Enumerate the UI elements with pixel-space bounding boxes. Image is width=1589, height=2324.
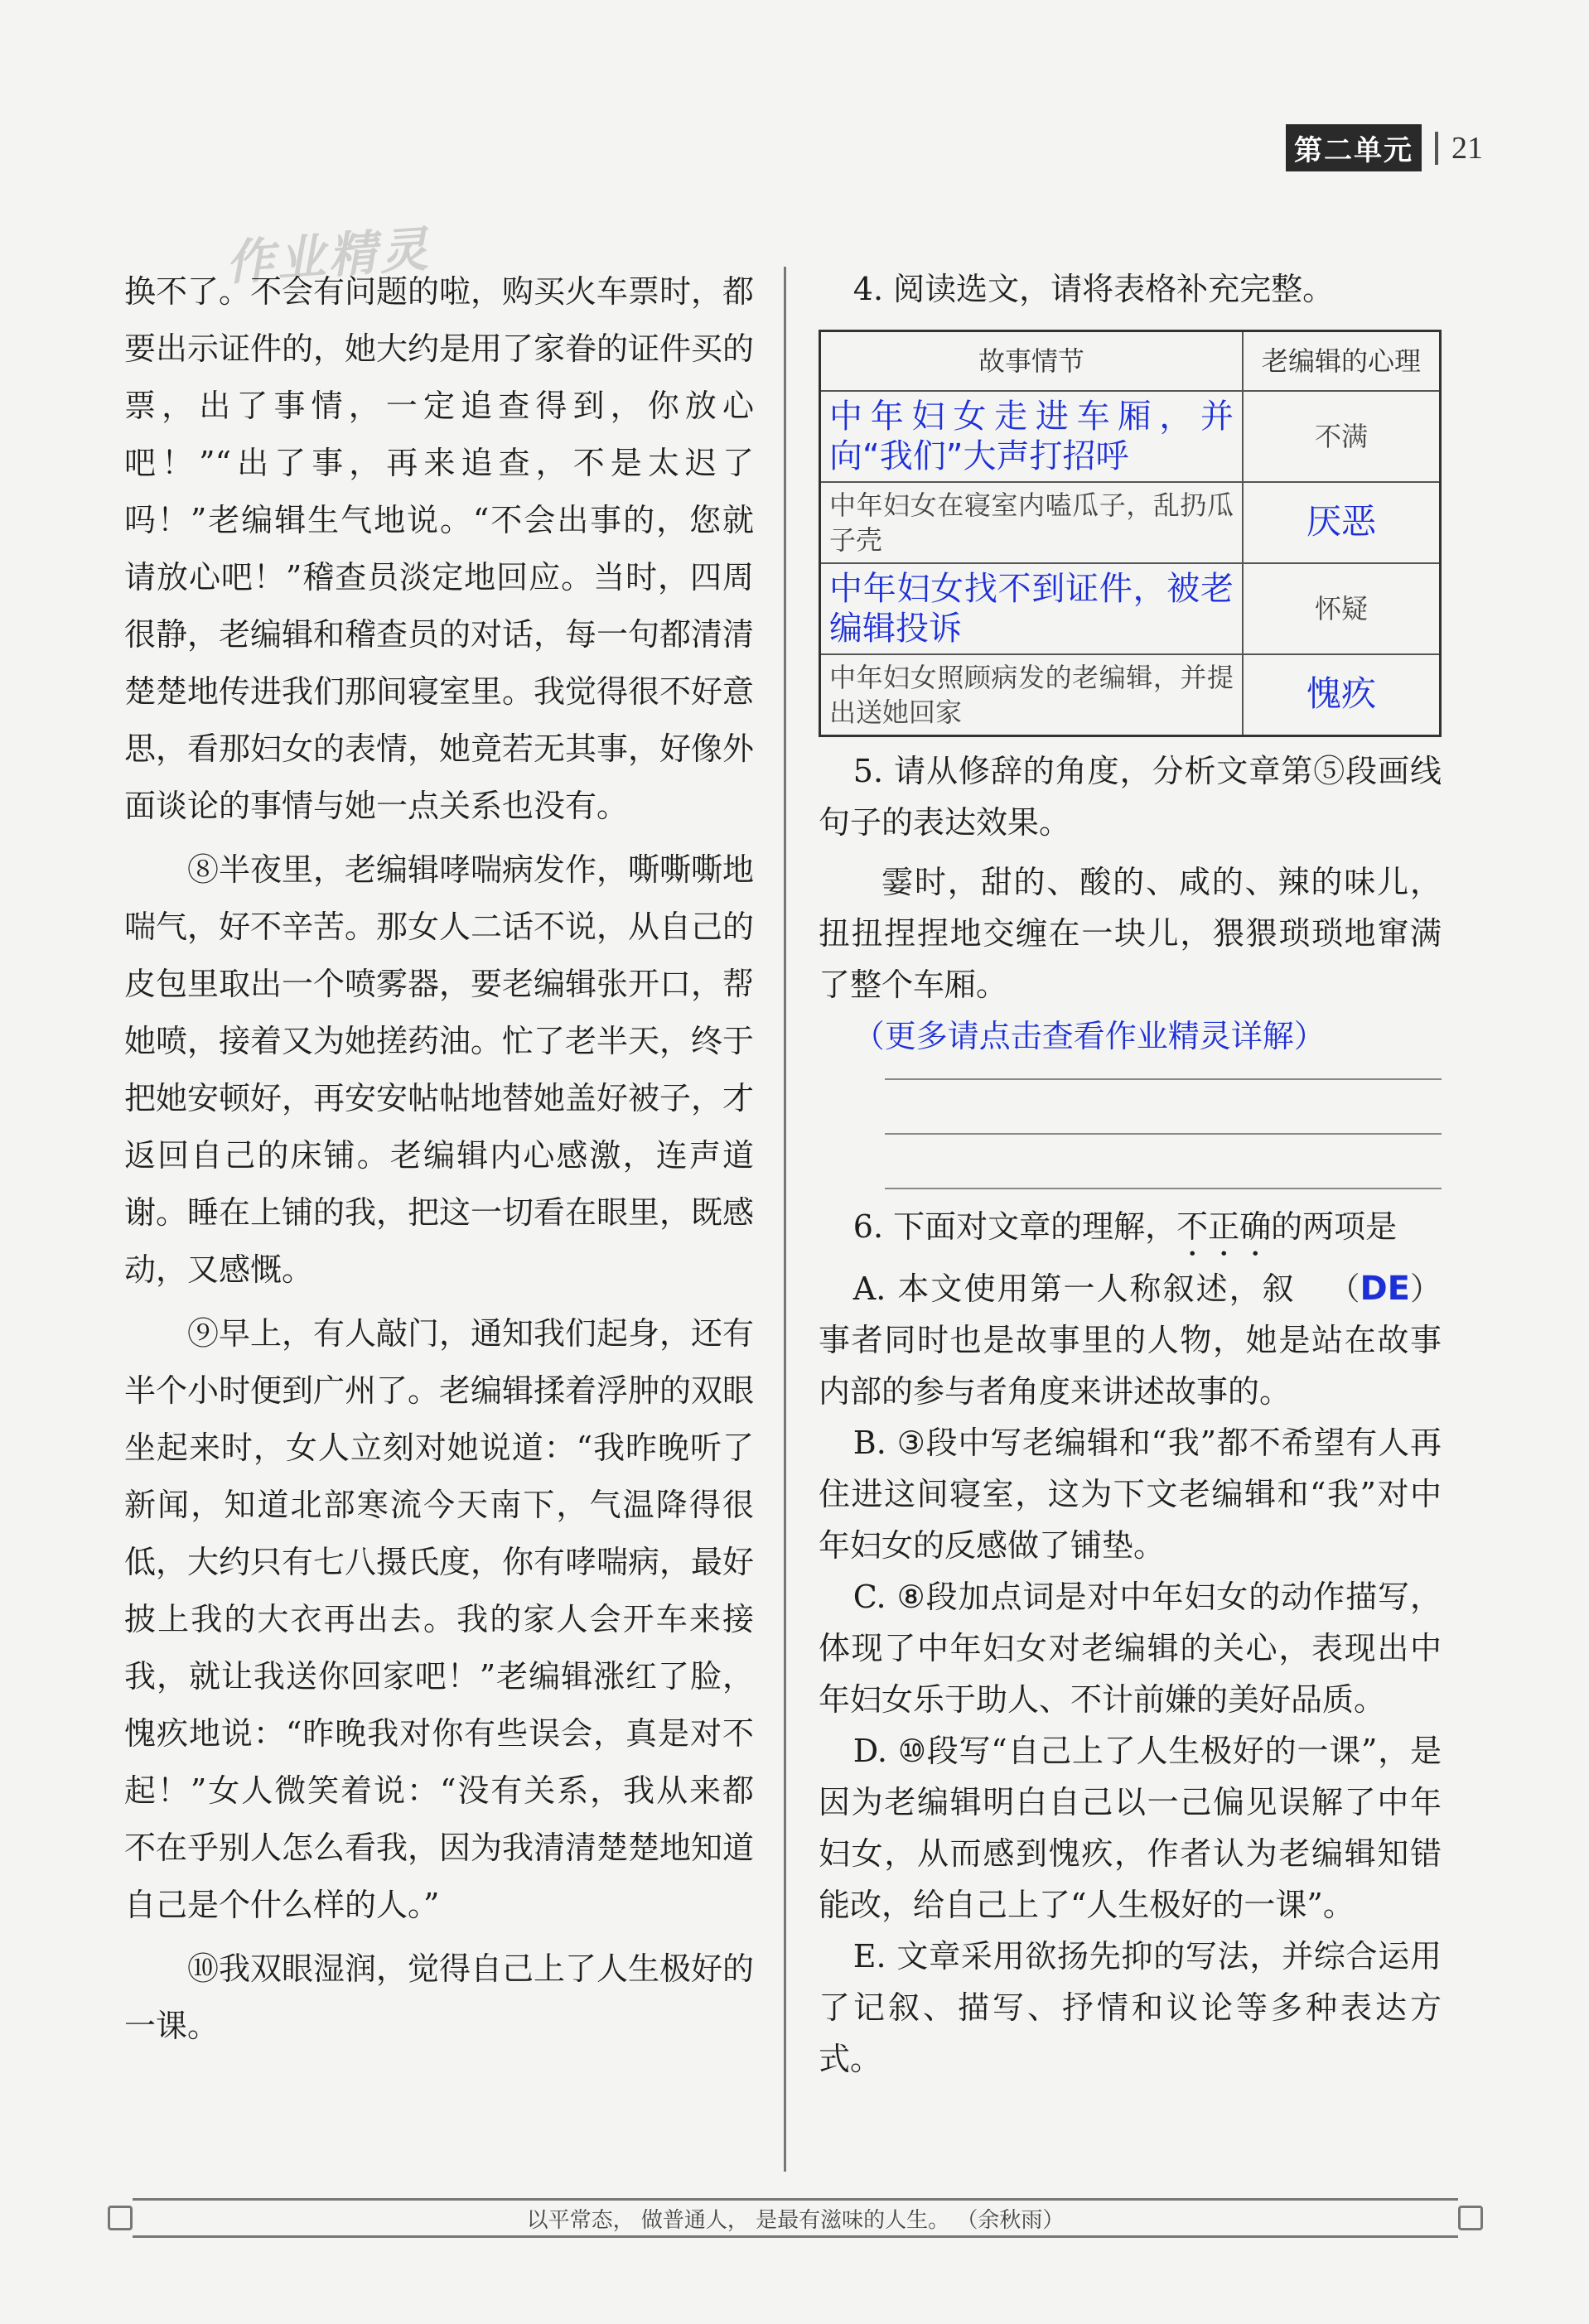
plot-cell <box>820 563 1244 654</box>
q6-answer-paren <box>1294 1263 1442 1314</box>
answer-detail-link[interactable]: （更多请点击查看作业精灵详解） <box>852 1018 1326 1054</box>
page-header <box>1286 124 1483 171</box>
header-mood: 老编辑的心理 <box>1243 331 1441 392</box>
footer-quote: 以平常态， 做普通人， 是最有滋味的人生。 （余秋雨） <box>526 2207 1065 2233</box>
watermark-logo: 作业精灵 <box>224 220 433 292</box>
footer-banner <box>133 2198 1458 2238</box>
mood-printed: 不满 <box>1314 421 1368 452</box>
q6-handwritten-answer: DE <box>1360 1270 1410 1308</box>
header-divider <box>1435 132 1438 165</box>
mood-cell <box>1243 482 1441 563</box>
plot-cell <box>820 482 1244 563</box>
q6-option-d: D. ⑩段写“自己上了人生极好的一课”，是因为老编辑明白自己以一己偏见误解了中年妇女，从而感到愧疚，作者认为老编辑知错能改，给自己上了“人生极好的一课”。 <box>819 1733 1442 1923</box>
paragraph-10: ⑩我双眼湿润，觉得自己上了人生极好的一课。 <box>124 1950 755 2044</box>
q4-prompt: 4. 阅读选文，请将表格补充完整。 <box>852 271 1335 307</box>
q6-option-c: C. ⑧段加点词是对中年妇女的动作描写，体现了中年妇女对老编辑的关心，表现出中年妇女乐于助人、不计前嫌的美好品质。 <box>819 1579 1442 1718</box>
left-column <box>124 263 754 2055</box>
q6-prompt-end: 的两项是 <box>1271 1208 1398 1245</box>
mood-printed: 怀疑 <box>1314 593 1368 624</box>
story-table <box>819 330 1442 737</box>
q5-prompt: 5. 请从修辞的角度，分析文章第⑤段画线句子的表达效果。 <box>819 753 1442 841</box>
table-row <box>820 654 1441 736</box>
mood-cell <box>1243 654 1441 736</box>
handwritten-plot: 中年妇女找不到证件，被老编辑投诉 <box>829 570 1234 648</box>
plot-printed: 中年妇女在寝室内嗑瓜子，乱扔瓜子壳 <box>829 489 1234 556</box>
handwritten-plot: 中年妇女走进车厢，并向“我们”大声打招呼 <box>829 398 1234 475</box>
answer-line <box>885 1135 1442 1189</box>
q6-prompt-emphasis: 不正确 <box>1176 1208 1272 1245</box>
table-row <box>820 482 1441 563</box>
right-column <box>819 263 1442 2085</box>
q6-option-e: E. 文章采用欲扬先抑的写法，并综合运用了记叙、描写、抒情和议论等多种表达方式。 <box>819 1938 1442 2077</box>
page-number: 21 <box>1451 130 1483 166</box>
plot-cell <box>820 391 1244 482</box>
handwritten-mood: 厌恶 <box>1306 500 1376 542</box>
paren-open: （ <box>1328 1270 1360 1307</box>
table-row <box>820 563 1441 654</box>
answer-line <box>885 1080 1442 1135</box>
q6-option-b: B. ③段中写老编辑和“我”都不希望有人再住进这间寝室，这为下文老编辑和“我”对中年妇女的反感做了铺垫。 <box>819 1425 1442 1564</box>
mood-cell <box>1243 391 1441 482</box>
q6-prompt-start: 6. 下面对文章的理解， <box>852 1208 1177 1245</box>
q6-prompt <box>819 1201 1442 1308</box>
mood-cell <box>1243 563 1441 654</box>
paren-close: ） <box>1409 1270 1442 1307</box>
footer-ornament-right <box>1458 2206 1483 2230</box>
paragraph-continued: 换不了。不会有问题的啦，购买火车票时，都要出示证件的，她大约是用了家眷的证件买的票，出了事情，一定追查得到，你放心吧！”“出了事，再来追查，不是太迟了吗！”老编辑生气地说。“不会出事的，您就请放心吧！”稽查员淡定地回应。当时，四周很静，老编辑和稽查员的对话，每一句都清清楚楚地传进我们那间寝室里。我觉得很不好意思，看那妇女的表情，她竟若无其事，好像外面谈论的事情与她一点关系也没有。 <box>124 273 755 824</box>
footer-ornament-left <box>108 2206 133 2230</box>
table-row <box>820 391 1441 482</box>
handwritten-mood: 愧疚 <box>1306 673 1376 714</box>
header-plot: 故事情节 <box>820 331 1244 392</box>
unit-label: 第二单元 <box>1286 124 1422 171</box>
answer-line <box>885 1062 1442 1080</box>
plot-cell <box>820 654 1244 736</box>
paragraph-9: ⑨早上，有人敲门，通知我们起身，还有半个小时便到广州了。老编辑揉着浮肿的双眼坐起来时，女人立刻对她说道：“我昨晚听了新闻，知道北部寒流今天南下，气温降得很低，大约只有七八摄氏度，你有哮喘病，最好披上我的大衣再出去。我的家人会开车来接我，就让我送你回家吧！”老编辑涨红了脸，愧疚地说：“昨晚我对你有些误会，真是对不起！”女人微笑着说：“没有关系，我从来都不在乎别人怎么看我，因为我清清楚楚地知道自己是个什么样的人。” <box>124 1315 755 1923</box>
q5-quote: 霎时，甜的、酸的、咸的、辣的味儿，扭扭捏捏地交缠在一块儿，猥猥琐琐地窜满了整个车厢。 <box>819 864 1442 1003</box>
paragraph-8: ⑧半夜里，老编辑哮喘病发作，嘶嘶嘶地喘气，好不辛苦。那女人二话不说，从自己的皮包里取出一个喷雾器，要老编辑张开口，帮她喷，接着又为她搓药油。忙了老半天，终于把她安顿好，再安安帖帖地替她盖好被子，才返回自己的床铺。老编辑内心感激，连声道谢。睡在上铺的我，把这一切看在眼里，既感动，又感慨。 <box>124 851 755 1288</box>
column-divider <box>784 267 786 2172</box>
q6-option-a: A. 本文使用第一人称叙述，叙事者同时也是故事里的人物，她是站在故事内部的参与者角度来讲述故事的。 <box>819 1270 1442 1410</box>
table-header-row <box>820 331 1441 392</box>
plot-printed: 中年妇女照顾病发的老编辑，并提出送她回家 <box>829 662 1234 728</box>
